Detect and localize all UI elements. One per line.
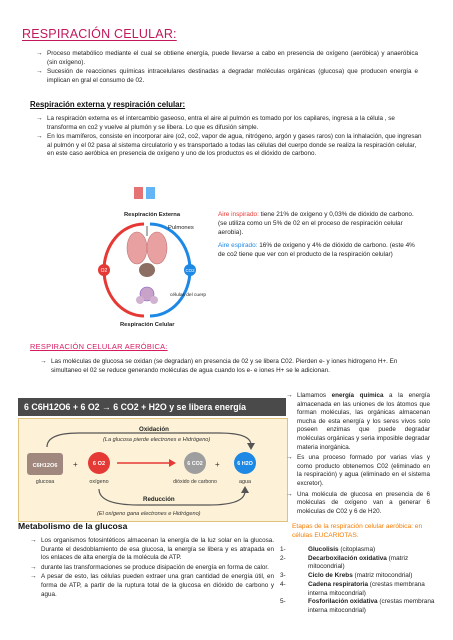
oxigeno-label: oxígeno bbox=[89, 479, 109, 485]
list-item-text: Sucesión de reacciones químicas intracelulares destinadas a degradar moléculas orgánicas (glucosa) que producen energía e implican en gral el consumo de 02. bbox=[47, 68, 418, 84]
externa-list bbox=[36, 115, 422, 160]
arrow-icon: → bbox=[286, 490, 293, 498]
section-heading-aerobica: RESPIRACIÓN CELULAR AERÓBICA: bbox=[30, 342, 168, 351]
arrowhead-icon bbox=[241, 486, 249, 493]
list-item bbox=[30, 564, 274, 573]
oxidacion-sub: (La glucosa pierde electrones e Hidrógeno) bbox=[103, 437, 211, 443]
arrow-icon: → bbox=[286, 454, 293, 462]
aire-inspirado-label: Aire inspirado: bbox=[218, 211, 259, 218]
list-item-text: En los mamíferos, consiste en incorporar aire (o2, co2, vapor de agua, nitrógeno, argón y gases raros) con la inhalación, que ingresan al pulmón y el 02 pasa al sistema circulatorio y es transportado a todas las células del cuerpo donde se realiza la respiración celular, en este caso aeróbica en presencia de oxígeno y uno de los productos es el dióxido de carbono. bbox=[47, 133, 422, 158]
list-item-text: Las moléculas de glucosa se oxidan (se degradan) en presencia de 02 y se libera C02. Pierden e- y iones hidrogeno H+. En simultaneo el 02 se reduce generando moléculas de agua cuando los e- e iones H+ se le adicionan. bbox=[51, 358, 398, 374]
aerobica-list bbox=[40, 358, 420, 376]
top-label: Respiración Externa bbox=[124, 212, 181, 218]
cell-icon bbox=[150, 296, 158, 304]
equation-diagram bbox=[18, 418, 288, 522]
item-detail: (crestas membrana interna mitocondrial) bbox=[308, 598, 435, 614]
glucosa-label: glucosa bbox=[35, 479, 55, 485]
lungs-label: Pulmones bbox=[168, 225, 194, 231]
item-detail: (matriz mitocondrial) bbox=[308, 554, 409, 571]
arrow-icon: → bbox=[36, 68, 43, 76]
arrow-icon: → bbox=[286, 392, 293, 399]
list-item bbox=[40, 358, 420, 375]
item-name: Cadena respiratoria bbox=[308, 580, 369, 588]
list-item-bold: energía química bbox=[331, 392, 384, 399]
plus-sign: + bbox=[215, 460, 220, 469]
aire-espirado-text: 16% de oxígeno y 4% de dióxido de carbono. (este 4% de co2 tiene que ver con el producto de la respiración celular) bbox=[218, 242, 415, 258]
arrow-icon: → bbox=[36, 133, 43, 141]
list-item-text: Proceso metabólico mediante el cual se obtiene energía, puede llevarse a cabo en presencia de oxígeno (aeróbica) y anaeróbica (sin oxígeno). bbox=[47, 50, 418, 66]
bottom-label: Respiración Celular bbox=[120, 322, 175, 328]
arrow-icon: → bbox=[30, 537, 37, 544]
list-item bbox=[30, 573, 274, 599]
list-item bbox=[30, 537, 274, 563]
section-heading-metabolismo: Metabolismo de la glucosa bbox=[18, 521, 128, 531]
list-item-text: durante las transformaciones se produce disipación de energía en forma de calor. bbox=[41, 563, 269, 571]
list-item-text: A pesar de esto, las células pueden extraer una gran cantidad de energía útil, en forma de ATP, a partir de la ruptura total de la glucosa en dióxido de carbono y agua. bbox=[41, 573, 274, 598]
item-detail: (citoplasma) bbox=[338, 546, 376, 553]
arrowhead-icon bbox=[169, 459, 176, 467]
equation-banner bbox=[18, 398, 286, 416]
dioxido-label: dióxido de carbono bbox=[173, 479, 217, 485]
list-item bbox=[286, 392, 430, 452]
h2o-formula: 6 H2O bbox=[237, 461, 253, 467]
agua-label: agua bbox=[239, 479, 251, 485]
list-item bbox=[36, 50, 418, 67]
aire-info bbox=[218, 210, 418, 259]
list-item-text: a la energía almacenada en las uniones de los átomos que forman moléculas, las orgánicas almacenan mucha de esta energía y los seres vivos solo poseen enzimas que puede degradar moléculas orgánicas y seria imposible degradar materia inorgánica. bbox=[297, 392, 431, 451]
plus-sign: + bbox=[73, 460, 78, 469]
reduccion-sub: (El oxígeno gana electrones e Hidrógeno) bbox=[97, 511, 201, 517]
cell-icon bbox=[136, 296, 144, 304]
item-number: 4- bbox=[280, 580, 286, 588]
list-item bbox=[280, 572, 442, 581]
co2-formula: 6 CO2 bbox=[187, 461, 203, 467]
list-item bbox=[36, 68, 418, 85]
aire-espirado-label: Aire espirado: bbox=[218, 242, 258, 249]
glucosa-formula: C6H12O6 bbox=[32, 463, 58, 469]
item-detail: (crestas membrana interna mitocondrial) bbox=[308, 580, 425, 597]
item-detail: (matriz mitocondrial) bbox=[352, 572, 413, 580]
item-number: 3- bbox=[280, 572, 286, 580]
list-item bbox=[280, 598, 442, 615]
item-name: Decarboxilación oxidativa bbox=[308, 554, 387, 562]
aire-inspirado bbox=[218, 210, 418, 237]
reduccion-label: Reducción bbox=[143, 496, 175, 503]
item-number: 1- bbox=[280, 546, 286, 553]
list-item-text: Los organismos fotosintéticos almacenan la energía de la luz solar en la glucosa. Durante el desdoblamiento de esa glucosa, la energía se libera y es atrapada en los enlaces de alta energía de la molécula de ATP. bbox=[41, 537, 274, 562]
arrow-icon: → bbox=[30, 563, 37, 571]
respiration-diagram bbox=[88, 184, 206, 330]
right-lung-icon bbox=[147, 232, 167, 264]
oxidacion-label: Oxidación bbox=[139, 426, 169, 433]
item-name: Ciclo de Krebs bbox=[308, 572, 353, 580]
cells-label: células del cuerpo bbox=[170, 293, 206, 298]
o2-label: O2 bbox=[100, 268, 108, 274]
item-number: 5- bbox=[280, 598, 286, 606]
list-item-pre: Llamamos bbox=[297, 392, 332, 399]
aire-inspirado-text: tiene 21% de oxígeno y 0,03% de dióxido de carbono. (se utiliza como un 5% de 02 en el proceso de respiración celular aerobia). bbox=[218, 211, 414, 236]
item-name: Glucolisis bbox=[308, 546, 339, 553]
respiration-figure bbox=[88, 184, 206, 330]
arrowhead-icon bbox=[247, 443, 255, 450]
metabolismo-list bbox=[30, 537, 274, 600]
section-heading-externa: Respiración externa y respiración celular: bbox=[30, 100, 186, 109]
item-name: Fosforilación oxidativa bbox=[308, 598, 378, 606]
etapas-heading: Etapas de la respiración celular aeróbica: en células EUCARIOTAS. bbox=[292, 523, 423, 539]
co2-label: CO2 bbox=[185, 268, 195, 273]
list-item-text: Una molécula de glucosa en presencia de 6 moléculas de oxígeno van a generar 6 moléculas de C02 y 6 de H20. bbox=[297, 490, 430, 515]
etapas-block bbox=[280, 522, 442, 616]
list-item bbox=[280, 554, 442, 572]
equation-text: 6 C6H12O6 + 6 O2 → 6 CO2 + H2O y se libera energía bbox=[24, 402, 246, 412]
list-item-text: La respiración externa es el intercambio gaseoso, entra el aire al pulmón es tomado por los capilares, ingresa a la célula , se transforma en co2 y vuelve al plumón y se libera. Lo que es difusión simple. bbox=[47, 115, 395, 131]
list-item-text: Es una proceso formado por varias vías y como producto obtenemos C02 (eliminado en la respiración) y agua (eliminado en el sistema excretor). bbox=[297, 454, 430, 487]
list-item bbox=[36, 133, 422, 159]
etapas-list bbox=[280, 546, 442, 616]
item-number: 2- bbox=[280, 554, 286, 562]
list-item bbox=[280, 580, 442, 598]
aire-espirado bbox=[218, 241, 418, 259]
arrow-icon: → bbox=[36, 50, 43, 57]
list-item bbox=[280, 546, 442, 555]
page-title: RESPIRACIÓN CELULAR: bbox=[22, 27, 177, 41]
arrow-icon: → bbox=[30, 573, 37, 581]
list-item bbox=[286, 454, 430, 488]
left-lung-icon bbox=[127, 232, 147, 264]
redox-diagram bbox=[19, 419, 287, 521]
heart-icon bbox=[139, 263, 155, 277]
intro-list bbox=[36, 50, 418, 86]
energia-list bbox=[286, 392, 430, 517]
list-item bbox=[286, 491, 430, 517]
inhale-arrow-icon bbox=[134, 187, 143, 199]
o2-formula: 6 O2 bbox=[92, 461, 106, 467]
exhale-arrow-icon bbox=[146, 187, 155, 199]
list-item bbox=[36, 115, 422, 132]
arrow-icon: → bbox=[40, 358, 47, 365]
arrow-icon: → bbox=[36, 115, 43, 122]
